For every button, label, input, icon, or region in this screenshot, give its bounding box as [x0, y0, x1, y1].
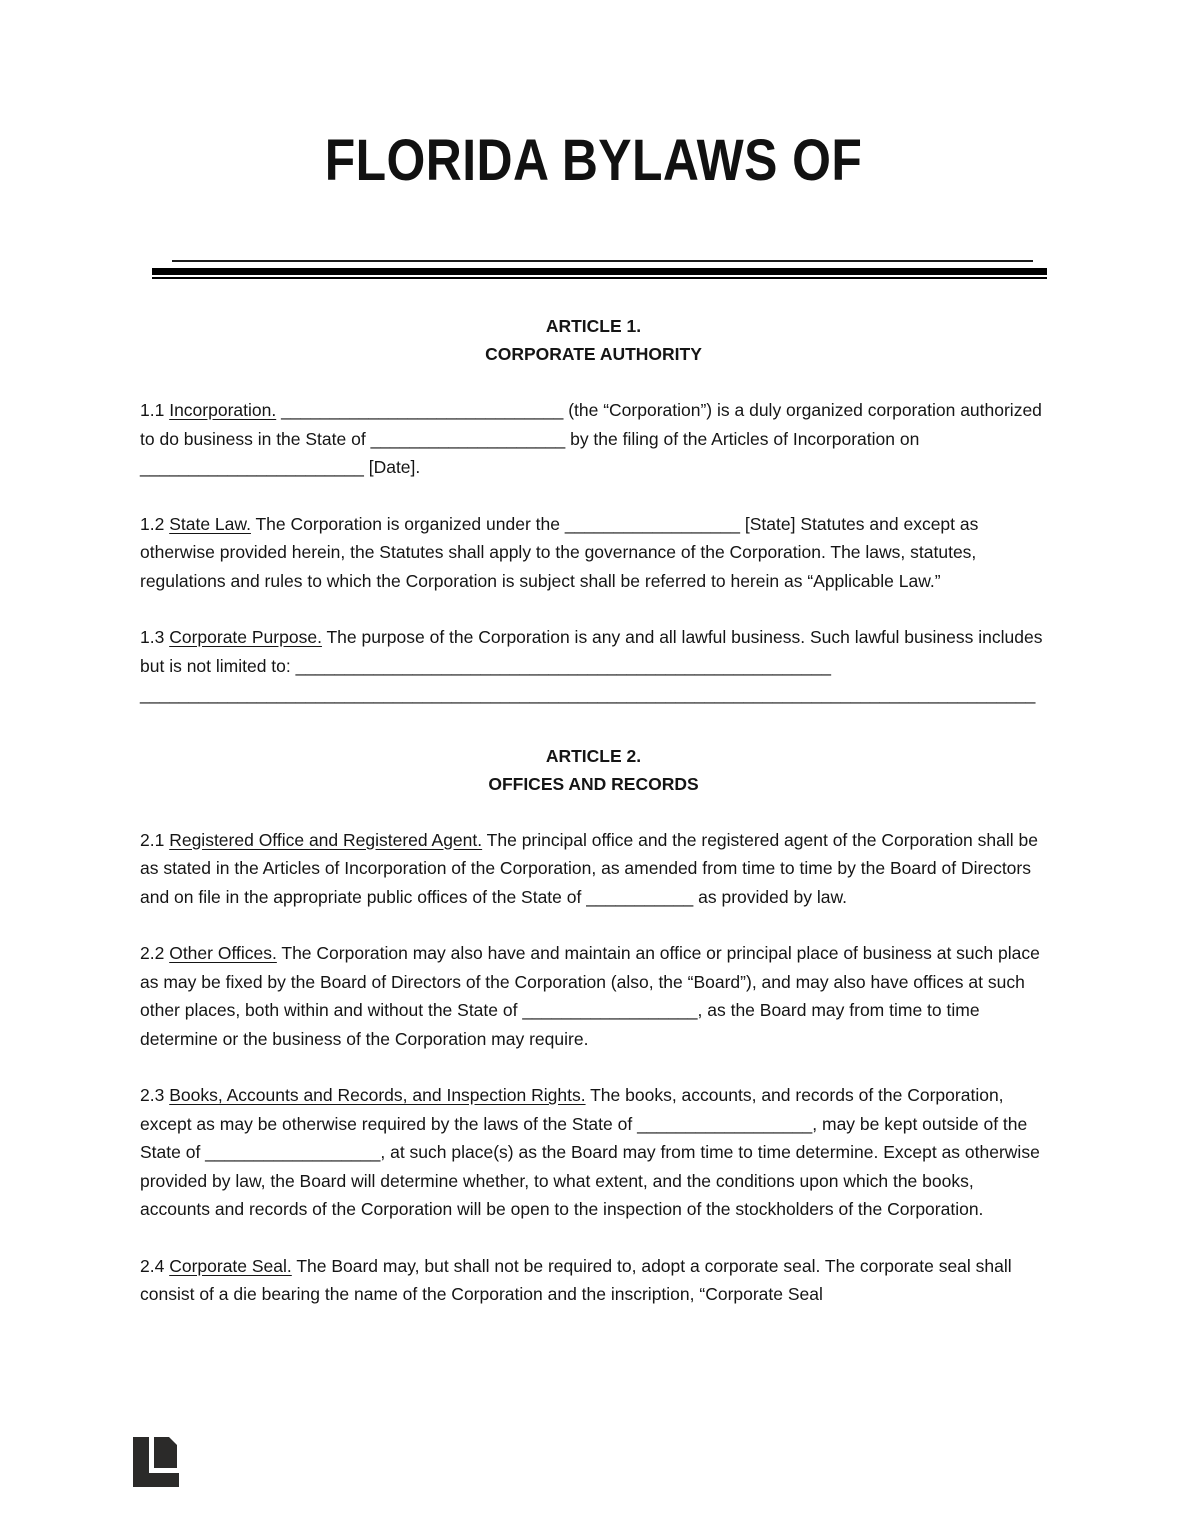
section-1-2 [140, 510, 1047, 596]
article-1-heading [140, 312, 1047, 368]
document-content [140, 0, 1047, 1309]
section-text: The purpose of the Corporation is any and all lawful business. Such lawful business includes but is not limited to: _______________________________________________________ [140, 627, 1043, 676]
legal-templates-logo-icon [133, 1437, 179, 1487]
section-number: 1.2 [140, 513, 170, 534]
section-2-3 [140, 1081, 1047, 1224]
section-title: Other Offices. [169, 943, 277, 963]
section-number: 1.3 [140, 627, 170, 647]
section-text: The Corporation is organized under the __________________ [State] Statutes and except as otherwise provided herein, the Statutes shall apply to the governance of the Corporation. The laws, statutes, regulations and rules to which the Corporation is subject shall be referred to herein as “Applicable Law.” [140, 513, 979, 591]
section-text: _____________________________ (the “Corporation”) is a duly organized corporation authorized to do business in the State of ____________________ by the filing of the Articles of Incorporation on _______________________ [Date]. [140, 400, 1042, 477]
article-label: ARTICLE 1. [545, 316, 642, 336]
section-title: Incorporation. [169, 400, 277, 420]
title-divider-rule [152, 268, 1047, 279]
legal-templates-logo [133, 1437, 179, 1487]
section-2-4 [140, 1252, 1047, 1309]
section-number: 2.3 [140, 1085, 170, 1105]
section-2-2 [140, 939, 1047, 1053]
section-text: The Corporation may also have and maintain an office or principal place of business at such place as may be fixed by the Board of Directors of the Corporation (also, the “Board”), and may also have offices at such other places, both within and without the State of __________________, as the Board may from time to time determine or the business of the Corporation may require. [140, 943, 1040, 1049]
company-name-blank-line [172, 260, 1033, 262]
section-title: Registered Office and Registered Agent. [169, 829, 483, 850]
section-text: The books, accounts, and records of the Corporation, except as may be otherwise required by the laws of the State of __________________, may be kept outside of the State of __________________, at such place(s) as the Board may from time to time determine. Except as otherwise provided by law, the Board will determine whether, to what extent, and the conditions upon which the books, accounts and records of the Corporation will be open to the inspection of the stockholders of the Corporation. [140, 1085, 1040, 1219]
section-number: 2.1 [140, 829, 170, 850]
article-name: CORPORATE AUTHORITY [485, 344, 702, 364]
section-2-1 [140, 826, 1047, 912]
section-1-1 [140, 396, 1047, 482]
document-title: FLORIDA BYLAWS OF [324, 128, 863, 193]
section-number: 2.2 [140, 943, 170, 963]
article-name: OFFICES AND RECORDS [488, 773, 699, 794]
section-title: Corporate Purpose. [169, 627, 322, 647]
section-text: The principal office and the registered agent of the Corporation shall be as stated in the Articles of Incorporation of the Corporation, as amended from time to time by the Board of Directors and on file in the appropriate public offices of the State of ___________ as provided by law. [140, 829, 1038, 907]
section-title: Books, Accounts and Records, and Inspection Rights. [169, 1085, 586, 1105]
section-title: State Law. [169, 513, 251, 534]
fill-in-blank-line: ____________________________________________________________________________________________ [140, 684, 1036, 704]
section-text: The Board may, but shall not be required to, adopt a corporate seal. The corporate seal shall consist of a die bearing the name of the Corporation and the inscription, “Corporate Seal [140, 1255, 1012, 1304]
articles-container [140, 312, 1047, 1309]
article-label: ARTICLE 2. [545, 745, 642, 766]
section-title: Corporate Seal. [169, 1255, 292, 1276]
section-1-3 [140, 623, 1047, 709]
article-2-heading [140, 742, 1047, 798]
section-number: 1.1 [140, 400, 170, 420]
section-number: 2.4 [140, 1255, 170, 1276]
